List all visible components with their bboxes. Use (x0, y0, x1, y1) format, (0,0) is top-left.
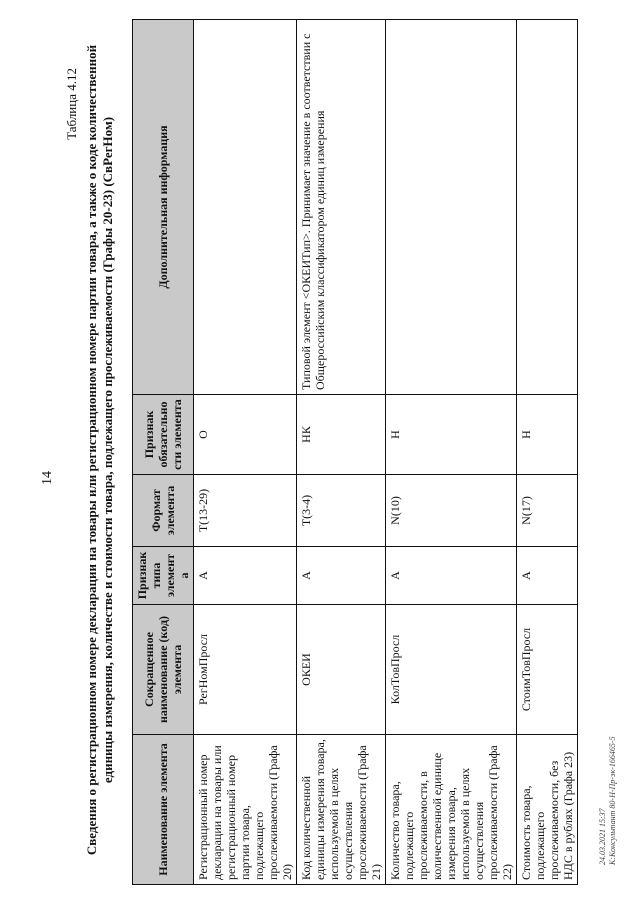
cell-short-name: РегНомПросл (194, 605, 297, 735)
header-additional-info: Дополнительная информация (133, 20, 194, 395)
cell-type: А (297, 547, 386, 605)
cell-format: N(17) (517, 475, 578, 547)
cell-required: НК (297, 395, 386, 475)
print-footer (598, 736, 618, 865)
table-row (194, 20, 297, 885)
header-required: Признак обязательности элемента (133, 395, 194, 475)
header-element-name: Наименование элемента (133, 735, 194, 885)
table-row (297, 20, 386, 885)
cell-type: А (194, 547, 297, 605)
header-format: Формат элемента (133, 475, 194, 547)
data-table (132, 19, 578, 885)
cell-required: Н (386, 395, 517, 475)
cell-required: Н (517, 395, 578, 475)
header-short-name: Сокращенное наименование (код) элемента (133, 605, 194, 735)
cell-short-name: ОКЕИ (297, 605, 386, 735)
cell-type: А (517, 547, 578, 605)
cell-additional-info (517, 20, 578, 395)
cell-element-name: Стоимость товара, подлежащего прослеживаемости, без НДС в рублях (Графа 23) (517, 735, 578, 885)
cell-additional-info: Типовой элемент <ОКЕИТип>. Принимает значение в соответствии с Общероссийским классификатором единиц измерения (297, 20, 386, 395)
cell-short-name: КолТовПросл (386, 605, 517, 735)
cell-additional-info (194, 20, 297, 395)
cell-element-name: Код количественной единицы измерения товара, используемой в целях осуществления прослеживаемости (Графа 21) (297, 735, 386, 885)
cell-short-name: СтоимТовПросл (517, 605, 578, 735)
cell-element-name: Регистрационный номер декларации на товары или регистрационный номер партии товара, подлежащего прослеживаемости (Графа 20) (194, 735, 297, 885)
cell-element-name: Количество товара, подлежащего прослеживаемости, в количественной единице измерения товара, используемой в целях осуществления прослеживаемости (Графа 22) (386, 735, 517, 885)
table-row (386, 20, 517, 885)
cell-format: T(13-29) (194, 475, 297, 547)
header-type: Признак типа элемента (133, 547, 194, 605)
page-number: 14 (40, 471, 55, 485)
cell-format: T(3-4) (297, 475, 386, 547)
table-row (517, 20, 578, 885)
cell-additional-info (386, 20, 517, 395)
table-header-row (133, 20, 194, 885)
cell-required: О (194, 395, 297, 475)
cell-format: N(10) (386, 475, 517, 547)
table-heading: Сведения о регистрационном номере декларации на товары или регистрационном номере партии товара, а также о коде количественной единицы измерения, количестве и стоимости товара, подлежащего прослеживаемости (Графы 20-23) (СвРегНом) (84, 44, 115, 856)
table-label: Таблица 4.12 (64, 68, 79, 140)
cell-type: А (386, 547, 517, 605)
footer-timestamp: 24.03.2021 15:37 (598, 808, 607, 865)
footer-source: К:Консультант 80-Н-Пр-эк-166465-5 (608, 736, 617, 865)
